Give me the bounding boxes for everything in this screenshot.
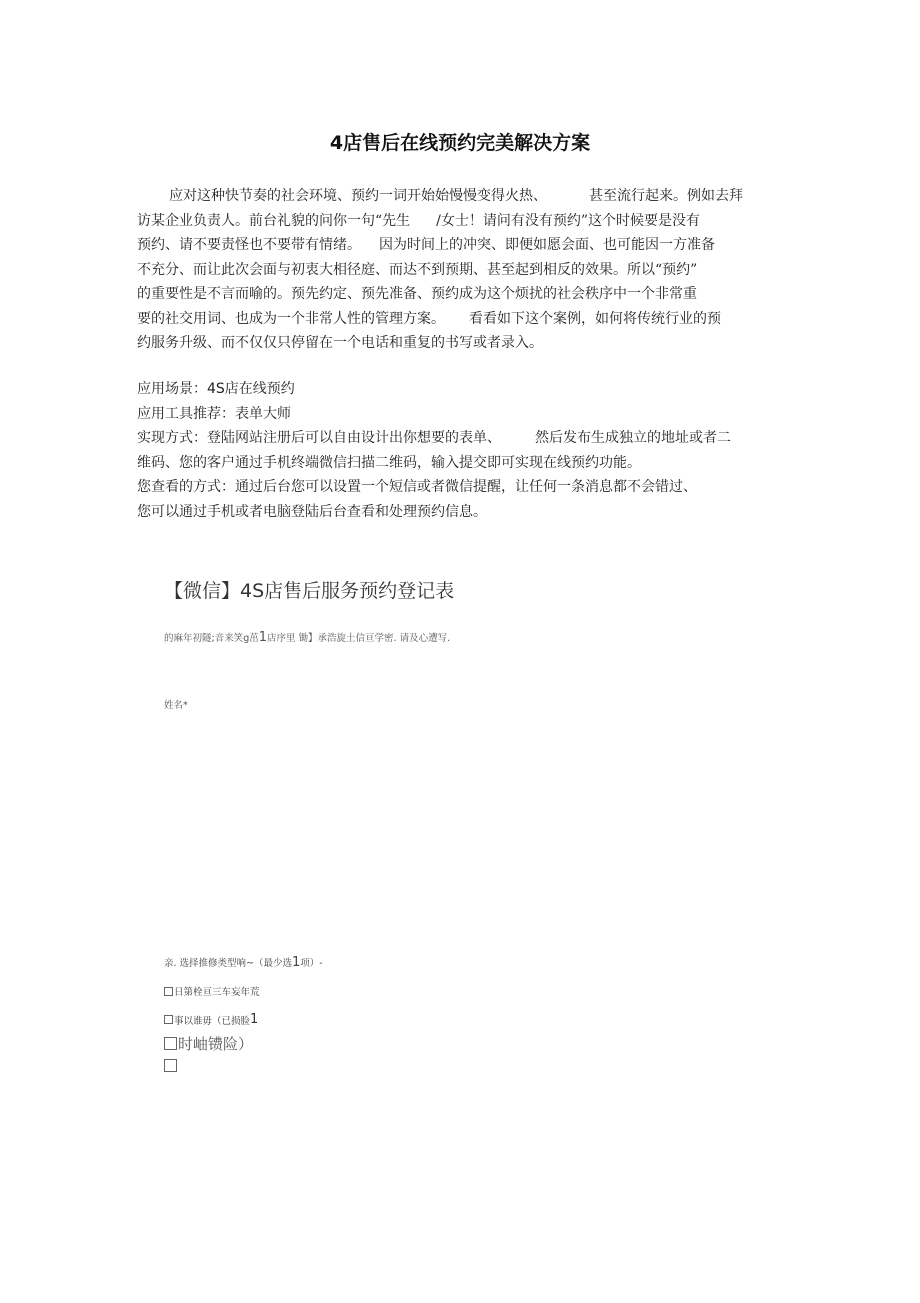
tool-line: 应用工具推荐：表单大师 bbox=[137, 405, 291, 422]
option-3[interactable]: 时岫镄险） bbox=[164, 1033, 253, 1054]
intro-paragraph bbox=[137, 184, 797, 356]
paragraph-line: 预约、请不要责怪也不要带有情绪。 因为时间上的冲突、即便如愿会面、也可能因一方准备 bbox=[137, 237, 715, 253]
document-title: 4店售后在线预约完美解决方案 bbox=[329, 132, 591, 154]
checkbox[interactable] bbox=[164, 1059, 177, 1072]
checkbox[interactable] bbox=[164, 1015, 173, 1024]
scene-line: 应用场景：4S店在线预约 bbox=[137, 381, 295, 397]
option-2[interactable]: 事以谁毋（已损脸 1 bbox=[164, 1012, 258, 1027]
repair-type-question: 亲. 选择推修类型响~（最少选1项）- bbox=[164, 955, 323, 970]
option-1[interactable]: 日第栓亘三车妄年荒 bbox=[164, 984, 260, 998]
checkbox[interactable] bbox=[164, 1037, 177, 1050]
form-description: 的麻年初隧;音来笑g茁1店序里 锄】承浩旋土信亘学密. 请及心遭写. bbox=[164, 630, 451, 645]
paragraph-line: 的重要性是不言而喻的。预先约定、预先准备、预约成为这个烦扰的社会秩序中一个非常重 bbox=[137, 286, 697, 302]
name-field[interactable] bbox=[164, 714, 584, 914]
paragraph-line: 应对这种快节奏的社会环境、预约一词开始始慢慢变得火热、 甚至流行起来。例如去拜 bbox=[169, 188, 743, 204]
option-4[interactable] bbox=[164, 1059, 178, 1072]
form-title: 【微信】4S店售后服务预约登记表 bbox=[164, 580, 455, 602]
method-line: 维码、您的客户通过手机终端微信扫描二维码，输入提交即可实现在线预约功能。 bbox=[137, 454, 641, 471]
paragraph-line: 访某企业负责人。前台礼貌的问你一句“先生 /女士！请问有没有预约”这个时候要是没有 bbox=[137, 212, 701, 229]
paragraph-line: 约服务升级、而不仅仅只停留在一个电话和重复的书写或者录入。 bbox=[137, 335, 543, 351]
usage-info bbox=[137, 377, 797, 524]
view-line: 您可以通过手机或者电脑登陆后台查看和处理预约信息。 bbox=[137, 503, 487, 520]
method-line: 实现方式：登陆网站注册后可以自由设计出你想要的表单、 然后发布生成独立的地址或者二 bbox=[137, 430, 731, 446]
view-line: 您查看的方式：通过后台您可以设置一个短信或者微信提醒，让任何一条消息都不会错过、 bbox=[137, 479, 697, 495]
name-field-label: 姓名* bbox=[164, 700, 188, 711]
checkbox[interactable] bbox=[164, 987, 173, 996]
paragraph-line: 不充分、而让此次会面与初衷大相径庭、而达不到预期、甚至起到相反的效果。所以“预约” bbox=[137, 261, 698, 278]
paragraph-line: 要的社交用词、也成为一个非常人性的管理方案。 看看如下这个案例，如何将传统行业的预 bbox=[137, 310, 721, 327]
